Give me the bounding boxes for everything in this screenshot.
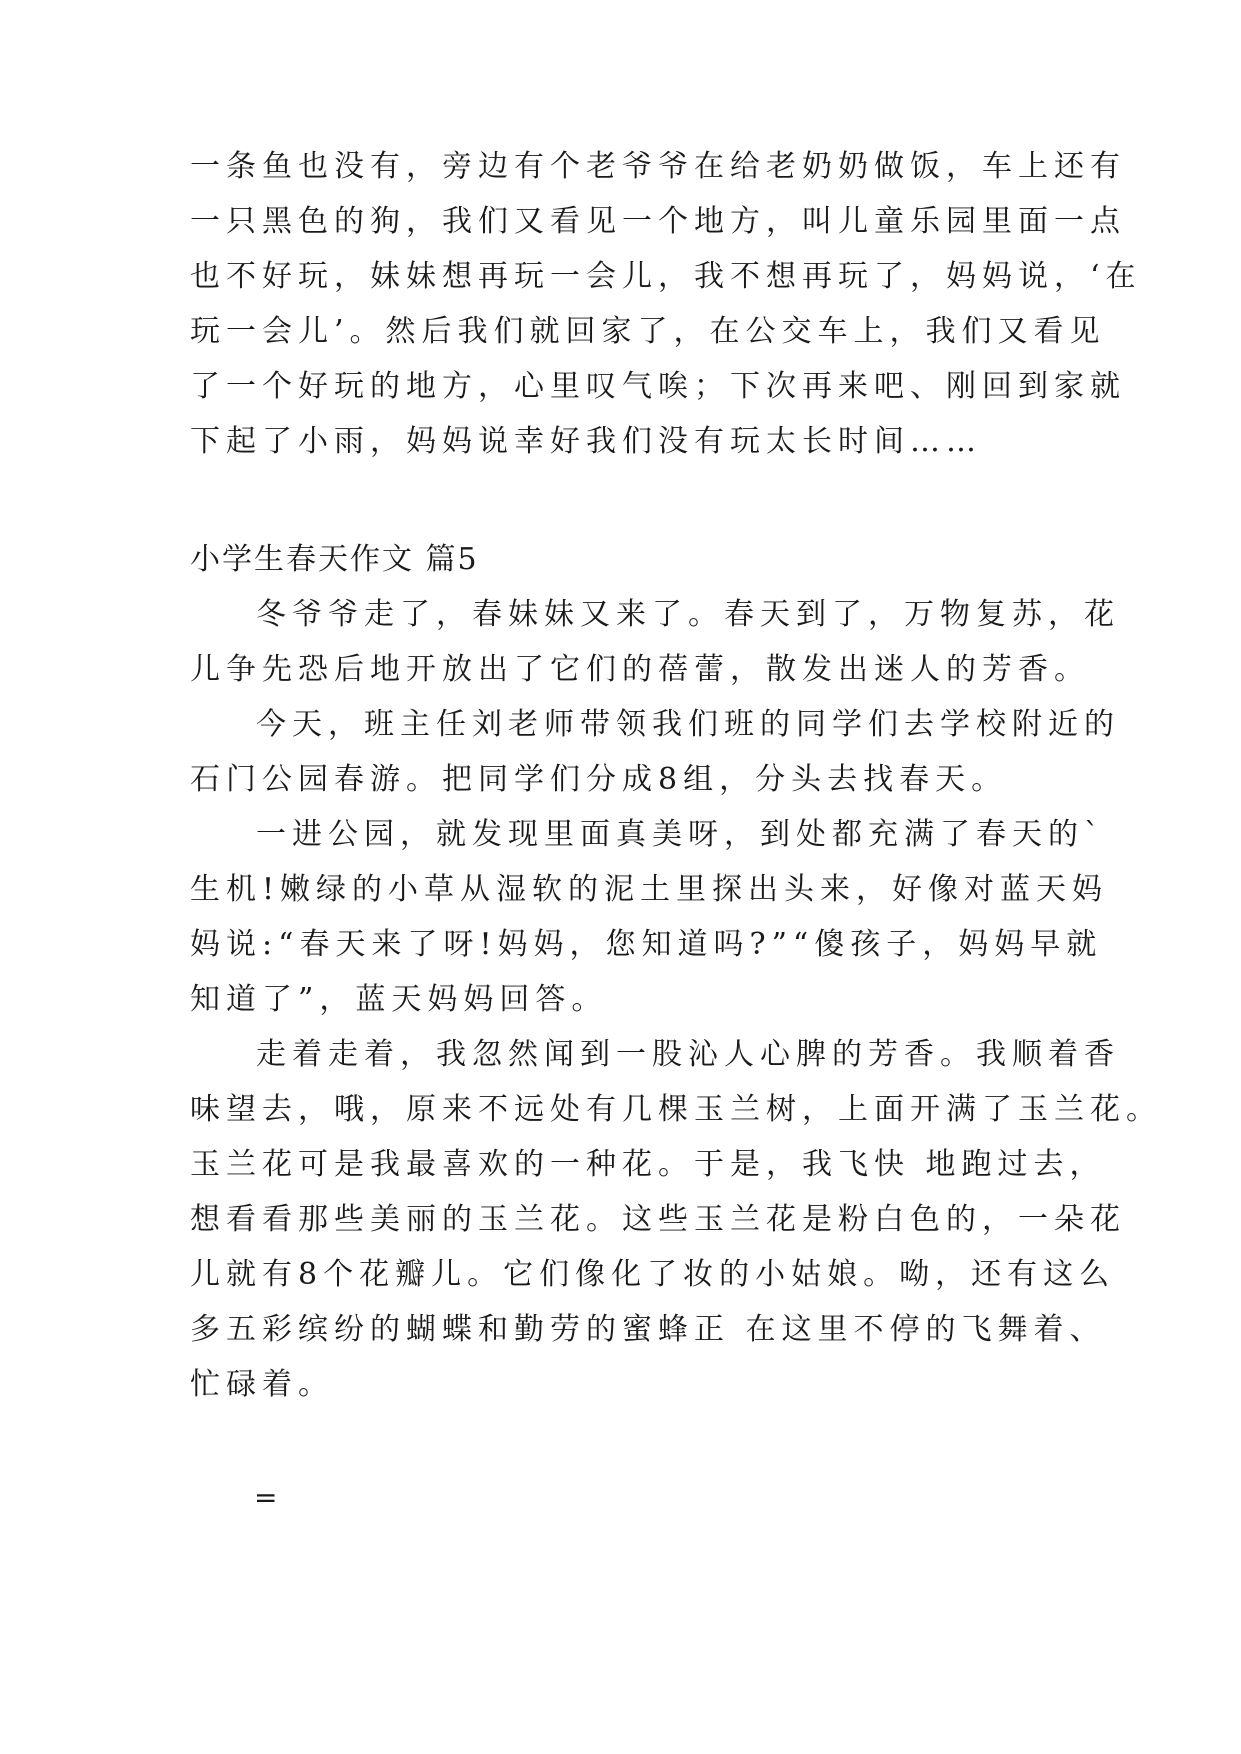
section-heading: 小学生春天作文 篇5 xyxy=(190,542,479,577)
paragraph-4-line: 想看看那些美丽的玉兰花。这些玉兰花是粉白色的，一朵花 xyxy=(190,1202,1126,1237)
paragraph-4-line: 走着走着，我忽然闻到一股沁人心脾的芳香。我顺着香 xyxy=(256,1037,1120,1072)
paragraph-2-line: 今天，班主任刘老师带领我们班的同学们去学校附近的 xyxy=(256,707,1120,742)
paragraph-1-line: 冬爷爷走了，春妹妹又来了。春天到了，万物复苏，花 xyxy=(256,597,1120,632)
paragraph-1-line: 儿争先恐后地开放出了它们的蓓蕾，散发出迷人的芳香。 xyxy=(190,652,1090,687)
paragraph-3-line: 知道了”，蓝天妈妈回答。 xyxy=(190,982,608,1017)
text-line: 一只黑色的狗，我们又看见一个地方，叫儿童乐园里面一点 xyxy=(190,204,1126,239)
trailing-mark: = xyxy=(254,1481,278,1514)
paragraph-4-line: 味望去，哦，原来不远处有几棵玉兰树，上面开满了玉兰花。 xyxy=(190,1092,1162,1127)
paragraph-4-line: 儿就有8个花瓣儿。它们像化了妆的小姑娘。呦，还有这么 xyxy=(190,1257,1116,1292)
text-line: 一条鱼也没有，旁边有个老爷爷在给老奶奶做饭，车上还有 xyxy=(190,149,1126,184)
text-line: 了一个好玩的地方，心里叹气唉；下次再来吧、刚回到家就 xyxy=(190,369,1126,404)
paragraph-4-line: 玉兰花可是我最喜欢的一种花。于是，我飞快 地跑过去， xyxy=(190,1147,1106,1182)
paragraph-4-line: 多五彩缤纷的蝴蝶和勤劳的蜜蜂正 在这里不停的飞舞着、 xyxy=(190,1312,1106,1347)
paragraph-4-line: 忙碌着。 xyxy=(190,1367,334,1402)
text-line: 下起了小雨，妈妈说幸好我们没有玩太长时间…… xyxy=(190,424,982,459)
paragraph-2-line: 石门公园春游。把同学们分成8组，分头去找春天。 xyxy=(190,762,1008,797)
paragraph-3-line: 生机!嫩绿的小草从湿软的泥土里探出头来，好像对蓝天妈 xyxy=(190,872,1109,907)
paragraph-3-line: 一进公园，就发现里面真美呀，到处都充满了春天的` xyxy=(256,817,1105,852)
text-line: 也不好玩，妹妹想再玩一会儿，我不想再玩了，妈妈说，‘在 xyxy=(190,259,1142,294)
paragraph-3-line: 妈说:“春天来了呀!妈妈，您知道吗?”“傻孩子，妈妈早就 xyxy=(190,927,1103,962)
text-line: 玩一会儿’。然后我们就回家了，在公交车上，我们又看见 xyxy=(190,314,1106,349)
